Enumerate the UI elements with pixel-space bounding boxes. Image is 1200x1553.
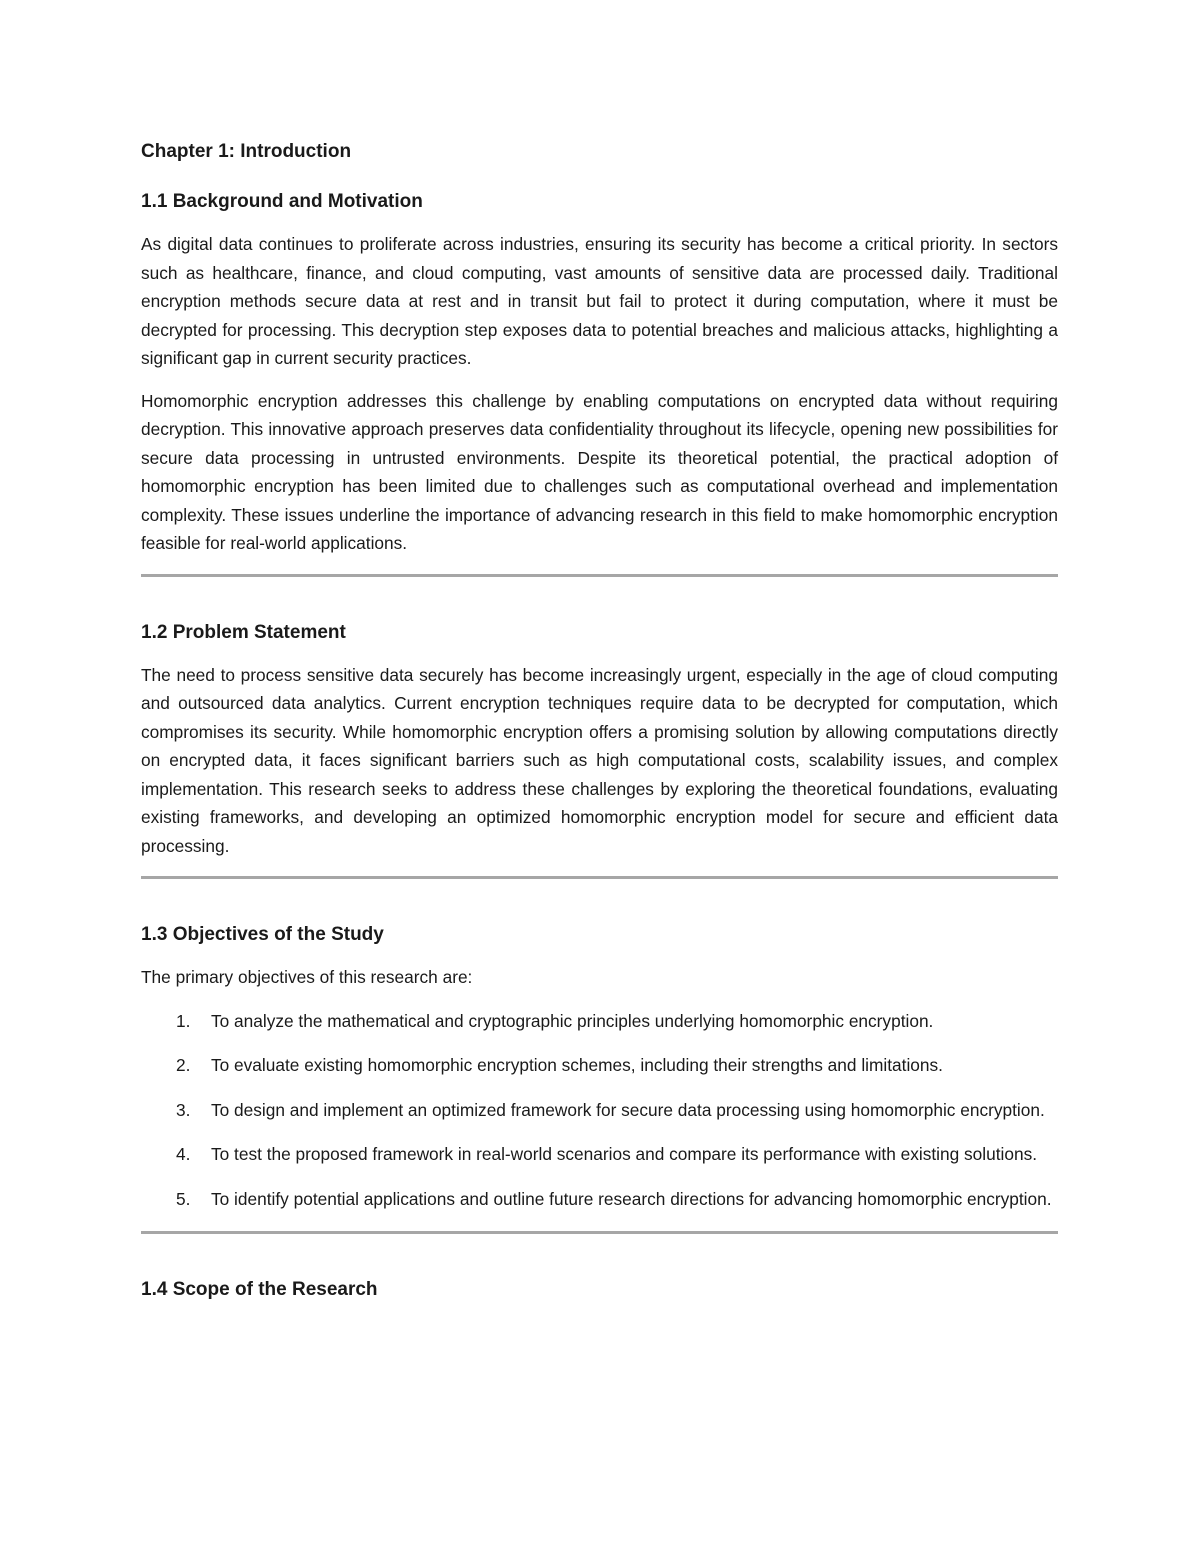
list-number: 3. (176, 1099, 191, 1120)
list-number: 5. (176, 1188, 191, 1209)
document-page (141, 138, 1058, 1318)
list-item (141, 1051, 1058, 1080)
list-item (141, 1185, 1058, 1214)
list-number: 1. (176, 1010, 191, 1031)
horizontal-divider (141, 1231, 1058, 1234)
paragraph: Homomorphic encryption addresses this challenge by enabling computations on encrypted data without requiring decryption. This innovative approach preserves data confidentiality throughout its lifecycle, opening new possibilities for secure data processing in untrusted environments. Despite its theoretical potential, the practical adoption of homomorphic encryption has been limited due to challenges such as computational overhead and implementation complexity. These issues underline the importance of advancing research in this field to make homomorphic encryption feasible for real-world applications. (141, 390, 1058, 553)
section-heading: 1.4 Scope of the Research (141, 1279, 378, 1300)
section-problem-statement (141, 619, 1058, 861)
list-item-text: To analyze the mathematical and cryptographic principles underlying homomorphic encryption. (211, 1010, 934, 1031)
list-item-text: To test the proposed framework in real-world scenarios and compare its performance with existing solutions. (211, 1144, 1038, 1164)
paragraph: As digital data continues to proliferate across industries, ensuring its security has become a critical priority. In sectors such as healthcare, finance, and cloud computing, vast amounts of sensitive data are processed daily. Traditional encryption methods secure data at rest and in transit but fail to protect it during computation, where it must be decrypted for processing. This decryption step exposes data to potential breaches and malicious attacks, highlighting a significant gap in current security practices. (141, 234, 1058, 368)
objectives-intro: The primary objectives of this research are: (141, 967, 473, 987)
section-heading: 1.3 Objectives of the Study (141, 924, 384, 945)
section-heading: 1.1 Background and Motivation (141, 191, 423, 212)
list-item-text: To evaluate existing homomorphic encryption schemes, including their strengths and limitations. (211, 1055, 943, 1075)
horizontal-divider (141, 574, 1058, 577)
section-background (141, 188, 1058, 558)
list-item-text: To design and implement an optimized framework for secure data processing using homomorphic encryption. (211, 1099, 1045, 1120)
list-number: 2. (176, 1055, 191, 1075)
list-item (141, 1096, 1058, 1125)
list-item (141, 1007, 1058, 1036)
paragraph: The need to process sensitive data securely has become increasingly urgent, especially in the age of cloud computing and outsourced data analytics. Current encryption techniques require data to be decrypted for computation, which compromises its security. While homomorphic encryption offers a promising solution by allowing computations directly on encrypted data, it faces significant barriers such as high computational costs, scalability issues, and complex implementation. This research seeks to address these challenges by exploring the theoretical foundations, evaluating existing frameworks, and developing an optimized homomorphic encryption model for secure and efficient data processing. (141, 664, 1058, 856)
chapter-title: Chapter 1: Introduction (141, 141, 352, 162)
section-objectives (141, 921, 1058, 1213)
horizontal-divider (141, 876, 1058, 879)
list-item (141, 1140, 1058, 1169)
list-number: 4. (176, 1144, 191, 1164)
list-item-text: To identify potential applications and outline future research directions for advancing homomorphic encryption. (211, 1188, 1052, 1209)
section-scope (141, 1276, 1058, 1304)
objectives-list (141, 1007, 1058, 1214)
section-heading: 1.2 Problem Statement (141, 621, 346, 643)
